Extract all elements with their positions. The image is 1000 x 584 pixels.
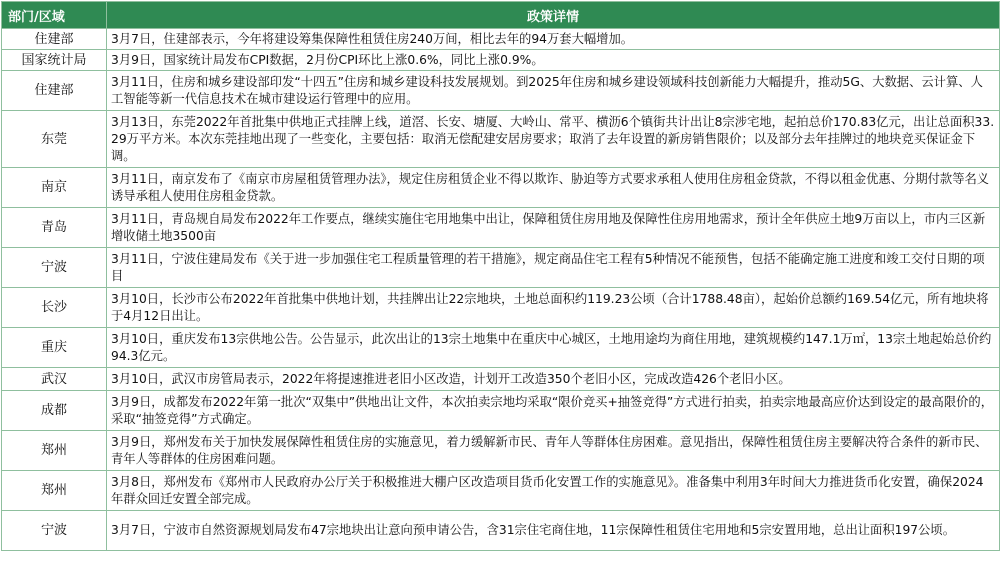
table-row [2, 29, 1000, 50]
row-detail: 3月10日，武汉市房管局表示，2022年将提速推进老旧小区改造，计划开工改造350个老旧小区，完成改造426个老旧小区。 [107, 368, 1000, 391]
table-row [2, 511, 1000, 551]
table-row [2, 248, 1000, 288]
row-detail: 3月9日，成都发布2022年第一批次“双集中”供地出让文件，本次拍卖宗地均采取“限价竞买+抽签竞得”方式进行拍卖，拍卖宗地最高应价达到设定的最高限价的，采取“抽签竞得”方式确定。 [107, 391, 1000, 431]
table-row [2, 111, 1000, 168]
row-detail: 3月11日，青岛规自局发布2022年工作要点，继续实施住宅用地集中出让，保障租赁住房用地及保障性住房用地需求，预计全年供应土地9万亩以上，市内三区新增收储土地3500亩 [107, 208, 1000, 248]
row-detail: 3月11日，住房和城乡建设部印发“十四五”住房和城乡建设科技发展规划。到2025年住房和城乡建设领域科技创新能力大幅提升，推动5G、大数据、云计算、人工智能等新一代信息技术在城市建设运行管理中的应用。 [107, 71, 1000, 111]
row-region: 重庆 [2, 328, 107, 368]
table-row [2, 288, 1000, 328]
table-row [2, 50, 1000, 71]
row-detail: 3月9日，国家统计局发布CPI数据，2月份CPI环比上涨0.6%，同比上涨0.9%。 [107, 50, 1000, 71]
policy-table [1, 1, 1000, 551]
row-detail: 3月9日，郑州发布关于加快发展保障性租赁住房的实施意见，着力缓解新市民、青年人等群体住房困难。意见指出，保障性租赁住房主要解决符合条件的新市民、青年人等群体的住房困难问题。 [107, 431, 1000, 471]
row-region: 东莞 [2, 111, 107, 168]
row-region: 住建部 [2, 29, 107, 50]
row-region: 宁波 [2, 511, 107, 551]
row-detail: 3月10日，重庆发布13宗供地公告。公告显示，此次出让的13宗土地集中在重庆中心城区，土地用途均为商住用地，建筑规模约147.1万㎡，13宗土地起始总价约94.3亿元。 [107, 328, 1000, 368]
row-region: 武汉 [2, 368, 107, 391]
table-row [2, 168, 1000, 208]
row-detail: 3月10日，长沙市公布2022年首批集中供地计划，共挂牌出让22宗地块，土地总面积约119.23公顷（合计1788.48亩），起始价总额约169.54亿元，所有地块将于4月12日出让。 [107, 288, 1000, 328]
row-region: 郑州 [2, 431, 107, 471]
header-detail: 政策详情 [107, 2, 1000, 29]
table-header-row [2, 2, 1000, 29]
table-row [2, 431, 1000, 471]
row-region: 国家统计局 [2, 50, 107, 71]
row-detail: 3月11日，南京发布了《南京市房屋租赁管理办法》，规定住房租赁企业不得以欺诈、胁迫等方式要求承租人使用住房租金贷款，不得以租金优惠、分期付款等名义诱导承租人使用住房租金贷款。 [107, 168, 1000, 208]
row-region: 青岛 [2, 208, 107, 248]
row-detail: 3月11日，宁波住建局发布《关于进一步加强住宅工程质量管理的若干措施》，规定商品住宅工程有5种情况不能预售，包括不能确定施工进度和竣工交付日期的项目 [107, 248, 1000, 288]
table-row [2, 328, 1000, 368]
row-detail: 3月8日，郑州发布《郑州市人民政府办公厅关于积极推进大棚户区改造项目货币化安置工作的实施意见》。准备集中利用3年时间大力推进货币化安置，确保2024年群众回迁安置全部完成。 [107, 471, 1000, 511]
table-row [2, 471, 1000, 511]
table-row [2, 71, 1000, 111]
row-region: 成都 [2, 391, 107, 431]
table-row [2, 208, 1000, 248]
row-detail: 3月7日，住建部表示，今年将建设筹集保障性租赁住房240万间，相比去年的94万套大幅增加。 [107, 29, 1000, 50]
table-row [2, 368, 1000, 391]
row-detail: 3月7日，宁波市自然资源规划局发布47宗地块出让意向预申请公告，含31宗住宅商住地，11宗保障性租赁住宅用地和5宗安置用地，总出让面积197公顷。 [107, 511, 1000, 551]
row-region: 宁波 [2, 248, 107, 288]
row-region: 南京 [2, 168, 107, 208]
row-region: 住建部 [2, 71, 107, 111]
header-region: 部门/区域 [2, 2, 107, 29]
table-row [2, 391, 1000, 431]
row-region: 郑州 [2, 471, 107, 511]
policy-table-container [0, 1, 1000, 584]
row-detail: 3月13日，东莞2022年首批集中供地正式挂牌上线，道滘、长安、塘厦、大岭山、常平、横沥6个镇街共计出让8宗涉宅地，起拍总价170.83亿元，出让总面积33.29万平方米。本次东莞挂地出现了一些变化，主要包括：取消无偿配建安居房要求；取消了去年设置的新房销售限价；以及部分去年挂牌过的地块竞买保证金下调。 [107, 111, 1000, 168]
row-region: 长沙 [2, 288, 107, 328]
